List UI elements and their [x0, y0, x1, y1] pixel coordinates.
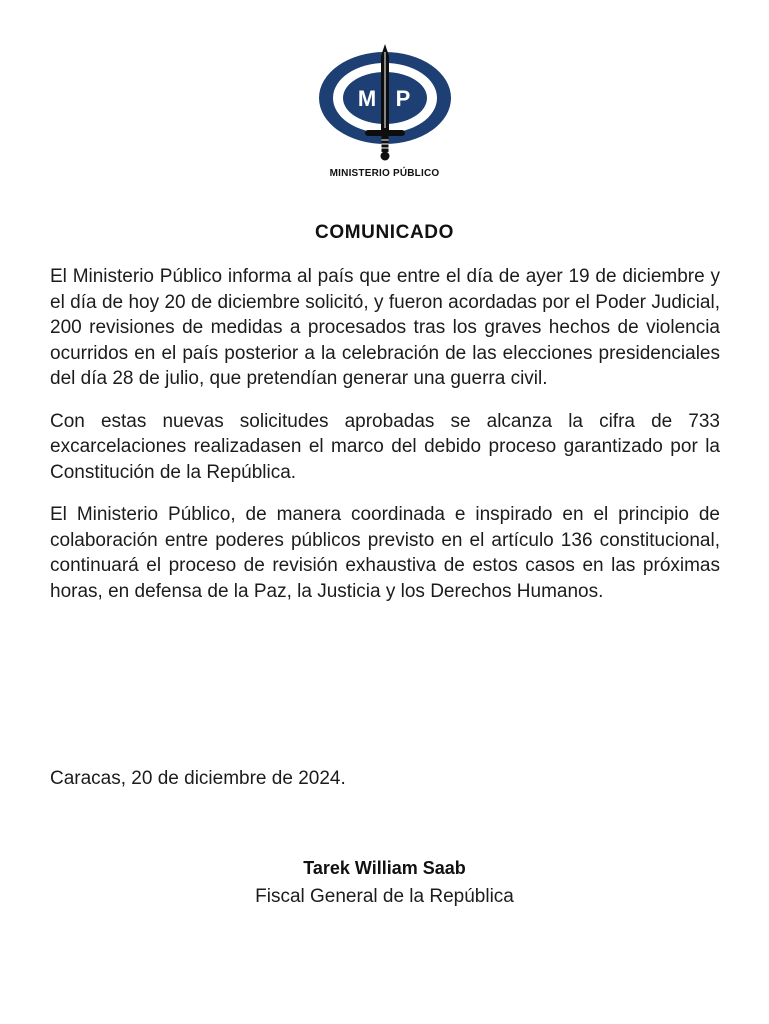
ministerio-publico-emblem-icon: [315, 42, 455, 166]
paragraph: El Ministerio Público, de manera coordinada e inspirado en el principio de colaboración entre poderes públicos previsto en el artículo 136 constitucional, continuará el proceso de revisión exhaustiva de estos casos en las próximas horas, en defensa de la Paz, la Justicia y los Derechos Humanos.: [50, 504, 720, 602]
signatory-name: Tarek William Saab: [303, 858, 466, 878]
page-title: COMUNICADO: [315, 222, 454, 243]
paragraph: El Ministerio Público informa al país que entre el día de ayer 19 de diciembre y el día de hoy 20 de diciembre solicitó, y fueron acordadas por el Poder Judicial, 200 revisiones de medidas a procesados tras los graves hechos de violencia ocurridos en el país posterior a la celebración de las elecciones presidenciales del día 28 de julio, que pretendían generar una guerra civil.: [50, 266, 720, 389]
logo-letter-p: P: [395, 86, 410, 111]
signatory-role: Fiscal General de la República: [255, 886, 514, 907]
logo-letter-m: M: [357, 86, 376, 111]
logo-caption: MINISTERIO PÚBLICO: [329, 168, 440, 179]
document-body: [50, 264, 720, 621]
logo: [0, 42, 769, 166]
place-date: Caracas, 20 de diciembre de 2024.: [50, 768, 346, 789]
paragraph: Con estas nuevas solicitudes aprobadas se alcanza la cifra de 733 excarcelaciones realizadasen el marco del debido proceso garantizado por la Constitución de la República.: [50, 410, 720, 483]
